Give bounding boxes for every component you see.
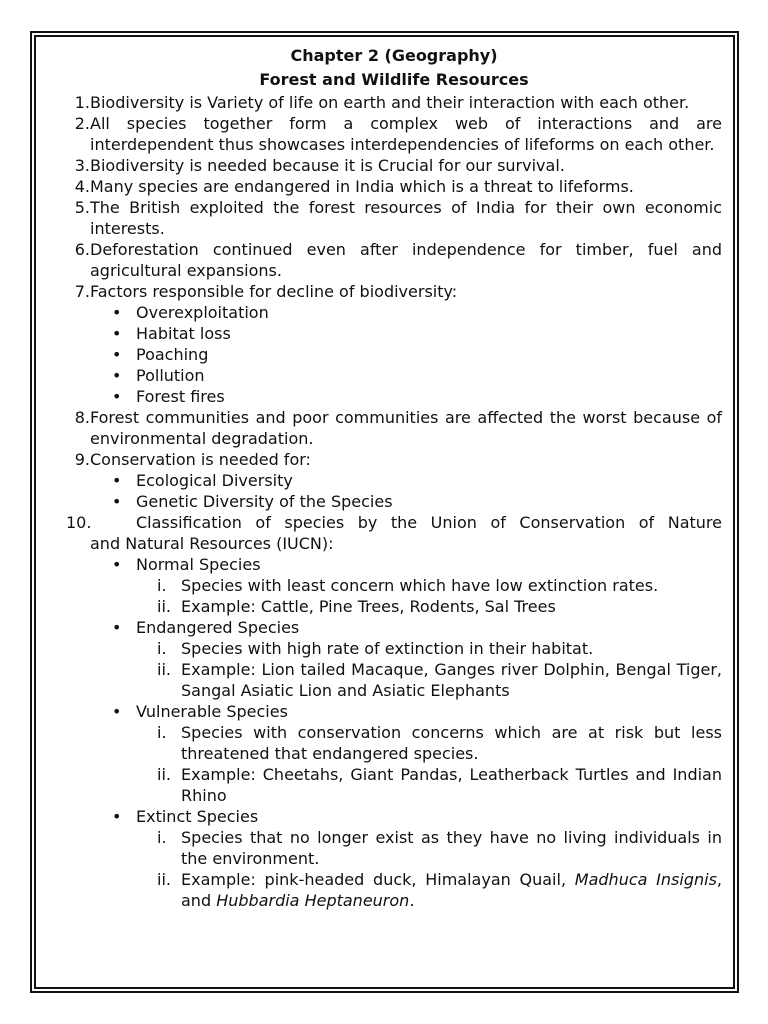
item-text: Conservation is needed for:: [90, 450, 311, 469]
category-name: Vulnerable Species: [136, 702, 288, 721]
list-item-5: [66, 197, 722, 239]
item-text: All species together form a complex web of interactions and are interdependent thus showcases interdependencies of lifeforms on each other.: [90, 114, 722, 154]
conservation-text: Genetic Diversity of the Species: [136, 492, 393, 511]
category-detail: [66, 827, 722, 869]
detail-text: Species with least concern which have low extinction rates.: [181, 576, 659, 595]
bullet-icon: •: [112, 702, 122, 721]
item-text-rest: and Natural Resources (IUCN):: [90, 534, 334, 553]
category-detail: [66, 722, 722, 764]
example-end: .: [409, 891, 415, 910]
detail-text: Example: Lion tailed Macaque, Ganges river Dolphin, Bengal Tiger, Sangal Asiatic Lion and Asiatic Elephants: [181, 660, 722, 700]
roman-numeral: i.: [157, 639, 167, 658]
factor-text: Habitat loss: [136, 324, 231, 343]
category-name: Normal Species: [136, 555, 261, 574]
category-detail: [66, 575, 722, 596]
detail-text: Example: Cattle, Pine Trees, Rodents, Sal Trees: [181, 597, 556, 616]
detail-text: Species with high rate of extinction in their habitat.: [181, 639, 594, 658]
detail-text: [181, 869, 722, 911]
detail-text: Species that no longer exist as they have no living individuals in the environment.: [181, 828, 722, 868]
list-item-1: [66, 92, 722, 113]
item-number: 4.: [74, 177, 90, 196]
category-name: Endangered Species: [136, 618, 300, 637]
factor-bullet: [66, 323, 722, 344]
bullet-icon: •: [112, 555, 122, 574]
category-detail: [66, 638, 722, 659]
list-item-4: [66, 176, 722, 197]
roman-numeral: i.: [157, 828, 167, 847]
list-item-3: [66, 155, 722, 176]
bullet-icon: •: [112, 618, 122, 637]
list-item-8: [66, 407, 722, 449]
item-number: 9.: [74, 450, 90, 469]
factor-bullet: [66, 344, 722, 365]
bullet-icon: •: [112, 324, 122, 343]
category-detail: [66, 869, 722, 911]
category-detail: [66, 659, 722, 701]
example-prefix: Example: pink-headed duck, Himalayan Quail,: [181, 870, 567, 889]
roman-numeral: i.: [157, 723, 167, 742]
conservation-bullet: [66, 470, 722, 491]
factor-bullet: [66, 365, 722, 386]
list-item-9: [66, 449, 722, 470]
factor-bullet: [66, 386, 722, 407]
item-text: Biodiversity is Variety of life on earth and their interaction with each other.: [90, 93, 690, 112]
category-normal: [66, 554, 722, 575]
factor-bullet: [66, 302, 722, 323]
category-vulnerable: [66, 701, 722, 722]
item-number: 8.: [74, 408, 90, 427]
roman-numeral: ii.: [157, 870, 171, 889]
category-detail: [66, 596, 722, 617]
item-text: Forest communities and poor communities are affected the worst because of environmental degradation.: [90, 408, 722, 448]
bullet-icon: •: [112, 345, 122, 364]
item-number: 3.: [74, 156, 90, 175]
item-text: Factors responsible for decline of biodiversity:: [90, 282, 458, 301]
roman-numeral: ii.: [157, 765, 171, 784]
factor-text: Poaching: [136, 345, 209, 364]
factor-text: Pollution: [136, 366, 205, 385]
roman-numeral: ii.: [157, 597, 171, 616]
item-number: 7.: [74, 282, 90, 301]
item-text: Biodiversity is needed because it is Crucial for our survival.: [90, 156, 565, 175]
document-body: [66, 44, 722, 911]
list-item-6: [66, 239, 722, 281]
conservation-text: Ecological Diversity: [136, 471, 293, 490]
item-text: Deforestation continued even after independence for timber, fuel and agricultural expansions.: [90, 240, 722, 280]
category-endangered: [66, 617, 722, 638]
detail-text: Example: Cheetahs, Giant Pandas, Leatherback Turtles and Indian Rhino: [181, 765, 722, 805]
bullet-icon: •: [112, 471, 122, 490]
category-extinct: [66, 806, 722, 827]
category-detail: [66, 764, 722, 806]
item-number: 1.: [74, 93, 90, 112]
factor-text: Overexploitation: [136, 303, 269, 322]
item-number: 5.: [74, 198, 90, 217]
factor-text: Forest fires: [136, 387, 225, 406]
bullet-icon: •: [112, 387, 122, 406]
bullet-icon: •: [112, 807, 122, 826]
conservation-bullet: [66, 491, 722, 512]
roman-numeral: i.: [157, 576, 167, 595]
detail-text: Species with conservation concerns which are at risk but less threatened that endangered species.: [181, 723, 722, 763]
item-text-first: Classification of species by the Union of Conservation of Nature: [136, 513, 722, 532]
item-number: 6.: [74, 240, 90, 259]
roman-numeral: ii.: [157, 660, 171, 679]
bullet-icon: •: [112, 366, 122, 385]
item-number: 2.: [74, 114, 90, 133]
list-item-2: [66, 113, 722, 155]
list-item-7: [66, 281, 722, 302]
chapter-subtitle: Forest and Wildlife Resources: [259, 70, 529, 89]
species-name: Hubbardia Heptaneuron: [216, 891, 410, 910]
bullet-icon: •: [112, 303, 122, 322]
category-name: Extinct Species: [136, 807, 259, 826]
list-item-10: [66, 512, 722, 554]
item-text: Many species are endangered in India which is a threat to lifeforms.: [90, 177, 634, 196]
item-text: The British exploited the forest resources of India for their own economic interests.: [90, 198, 722, 238]
item-number: 10.: [66, 513, 92, 532]
species-name: Madhuca Insignis: [574, 870, 717, 889]
chapter-title: Chapter 2 (Geography): [290, 46, 498, 65]
example-mid: , and: [181, 870, 722, 910]
bullet-icon: •: [112, 492, 122, 511]
